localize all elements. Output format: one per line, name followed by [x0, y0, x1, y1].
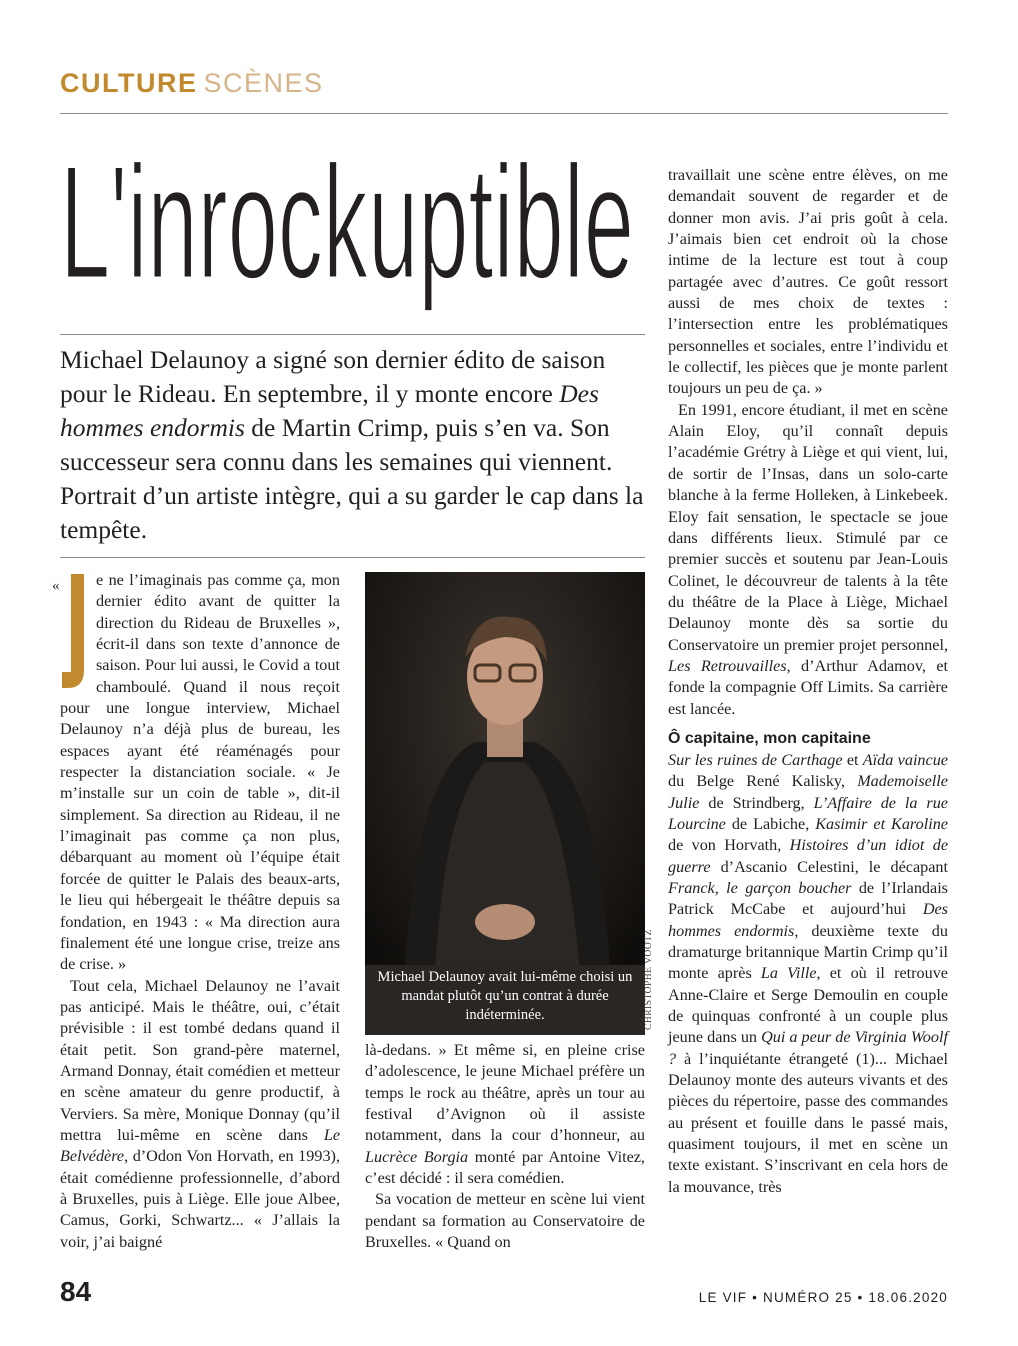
italic-title: La Ville	[760, 964, 817, 983]
text-run: de Martin Crimp, puis s’en va. Son successeur sera connu dans les semaines qui viennent. Portrait d’un artiste intègre, qui a su garder le cap dans la tempête.	[60, 413, 644, 544]
italic-title: Les Retrouvailles	[668, 656, 787, 675]
text-run: En 1991, encore étudiant, il met en scène Alain Eloy, qu’il connaît depuis l’académie Grétry à Liège et qui vient, lui, de sortir de l’Insas, dans un solo-carte blanche à la ferme Holleken, à Linkebeek. Eloy fait sensation, le spectacle se joue dans différents lieux. Stimulé par ce premier succès et soutenu par Jean-Louis Colinet, le découvreur de talents à la tête du théâtre de la Place à Liège, Michael Delaunoy monte dès sa sortie du Conservatoire un premier projet personnel,	[668, 400, 948, 654]
paragraph	[668, 400, 948, 720]
paragraph	[365, 1189, 645, 1253]
text-run: monté par Antoine Vitez, c’est décidé : il sera comédien.	[365, 1147, 645, 1188]
text-run: , et où il retrouve Anne-Claire et Serge Demoulin en couple de quinquas confronté à un couple plus jeune dans un	[668, 964, 948, 1047]
italic-title: Mademoiselle Julie	[668, 772, 948, 812]
text-run: d’Ascanio Celestini, le décapant	[710, 857, 948, 876]
portrait-photo	[365, 572, 645, 1035]
text-run: , d’Odon Von Horvath, en 1993), était comédienne professionnelle, d’abord à Bruxelles, puis à Liège. Elle joue Albee, Camus, Gorki, Schwartz... « J’allais la voir, j’ai baigné	[60, 1147, 340, 1251]
text-run: du Belge René Kalisky,	[668, 772, 858, 791]
paragraph	[365, 1040, 645, 1189]
text-run: là-dedans. » Et même si, en pleine crise d’adolescence, le jeune Michael préfère un temps le rock au théâtre, après un tour au festival d’Avignon où il assiste notamment, dans la cour d’honneur, au	[365, 1041, 645, 1145]
italic-title: Des hommes endormis	[60, 379, 599, 442]
section-label: CULTURE	[60, 68, 198, 98]
italic-title: Des hommes endormis	[668, 900, 948, 940]
italic-title: L’Affaire de la rue Lourcine	[668, 793, 948, 833]
article-lede	[60, 343, 645, 547]
paragraph	[668, 165, 948, 400]
paragraph	[668, 750, 948, 1198]
italic-title: Le Belvédère	[60, 1125, 340, 1166]
italic-title: Qui a peur de Virginia Woolf ?	[668, 1028, 948, 1068]
lede-divider	[60, 557, 645, 558]
column-2	[365, 1040, 645, 1253]
text-run: et	[842, 750, 863, 769]
article-title-text: L'inrockuptible	[60, 150, 634, 313]
text-run: de von Horvath,	[668, 836, 790, 855]
drop-cap-quote: «	[52, 578, 60, 594]
italic-title: Sur les ruines de Carthage	[668, 750, 843, 769]
text-run: de Strindberg,	[699, 793, 814, 812]
text-run: de Labiche,	[725, 814, 816, 833]
subsection-label: SCÈNES	[203, 68, 324, 98]
italic-title: Histoires d’un idiot de guerre	[668, 836, 949, 876]
text-run: Tout cela, Michael Delaunoy ne l’avait pas anticipé. Mais le théâtre, oui, c’était prévisible : il est tombé dedans quand il était petit. Son grand-père maternel, Armand Donnay, était comédien et metteur en scène amateur du genre productif, à Verviers. Sa mère, Monique Donnay (qu’il mettra lui-même en scène dans	[60, 976, 340, 1144]
page-number: 84	[60, 1276, 92, 1307]
paragraph	[60, 976, 340, 1253]
text-run: Sa vocation de metteur en scène lui vient pendant sa formation au Conservatoire de Bruxelles. « Quand on	[365, 1190, 645, 1252]
italic-title: Franck, le garçon boucher	[668, 879, 852, 897]
photo-credit: CHRISTOPHE VOOTZ	[644, 929, 654, 1030]
article-title	[58, 150, 648, 320]
photo-caption: Michael Delaunoy avait lui-même choisi un mandat plutôt qu’un contrat à durée indéterminée.	[365, 965, 645, 1035]
text-run: à l’inquiétante étrangeté (1)... Michael Delaunoy monte des auteurs vivants et des pièces du répertoire, passe des commandes au présent et fouille dans le passé mais, quasiment toujours, il met en scène un texte existant. S’inscrivant en cela hors de la mouvance, très	[668, 1049, 948, 1196]
section-rubric	[60, 68, 324, 99]
header-divider	[60, 113, 948, 114]
text-run: e ne l’imaginais pas comme ça, mon dernier édito avant de quitter la direction du Rideau de Bruxelles », écrit-il dans son texte d’annonce de saison. Pour lui aussi, le Covid a tout chamboulé. Quand il nous reçoit pour une longue interview, Michael Delaunoy n’a déjà plus de bureau, les espaces ayant été réaménagés pour respecter la distanciation sociale. « Je m’installe sur un coin de table », dit-il simplement. Sa direction au Rideau, il ne l’imaginait pas comme ça non plus, débarquant au moment où l’équipe était forcée de quitter le Palais des beaux-arts, le lieu qui hébergeait le théâtre depuis sa fondation, en 1943 : « Ma direction aura finalement été une longue crise, treize ans de crise. »	[60, 571, 340, 974]
text-run: , d’Arthur Adamov, et fonde la compagnie Off Limits. Sa carrière est lancée.	[668, 656, 948, 718]
column-3	[668, 165, 948, 1198]
subheading: Ô capitaine, mon capitaine	[668, 729, 871, 747]
publication-footer: LE VIF • NUMÉRO 25 • 18.06.2020	[698, 1290, 948, 1305]
text-run: travaillait une scène entre élèves, on me demandait souvent de regarder et de donner mon avis. J’ai pris goût à cela. J’aimais bien cet endroit où la chose intime de la lecture est tout à coup partagée avec d’autres. Ce goût ressort aussi de mes choix de textes : l’intersection entre les problématiques personnelles et sociales, entre l’individu et le collectif, les pièces que je monte parlent toujours un peu de ça. »	[668, 166, 948, 398]
italic-title: Lucrèce Borgia	[365, 1147, 469, 1166]
title-divider	[60, 334, 645, 335]
text-run: , deuxième texte du dramaturge britannique Martin Crimp qu’il monte après	[668, 921, 948, 983]
drop-cap	[54, 574, 90, 686]
italic-title: Kasimir et Karoline	[815, 814, 948, 833]
drop-cap-letter-j	[62, 574, 84, 688]
text-run: de l’Irlandais Patrick McCabe et aujourd’hui	[668, 879, 948, 919]
column-1	[52, 570, 340, 1253]
italic-title: Aïda vaincue	[862, 750, 948, 769]
text-run: Michael Delaunoy a signé son dernier édito de saison pour le Rideau. En septembre, il y monte encore	[60, 345, 606, 408]
paragraph	[60, 570, 340, 976]
